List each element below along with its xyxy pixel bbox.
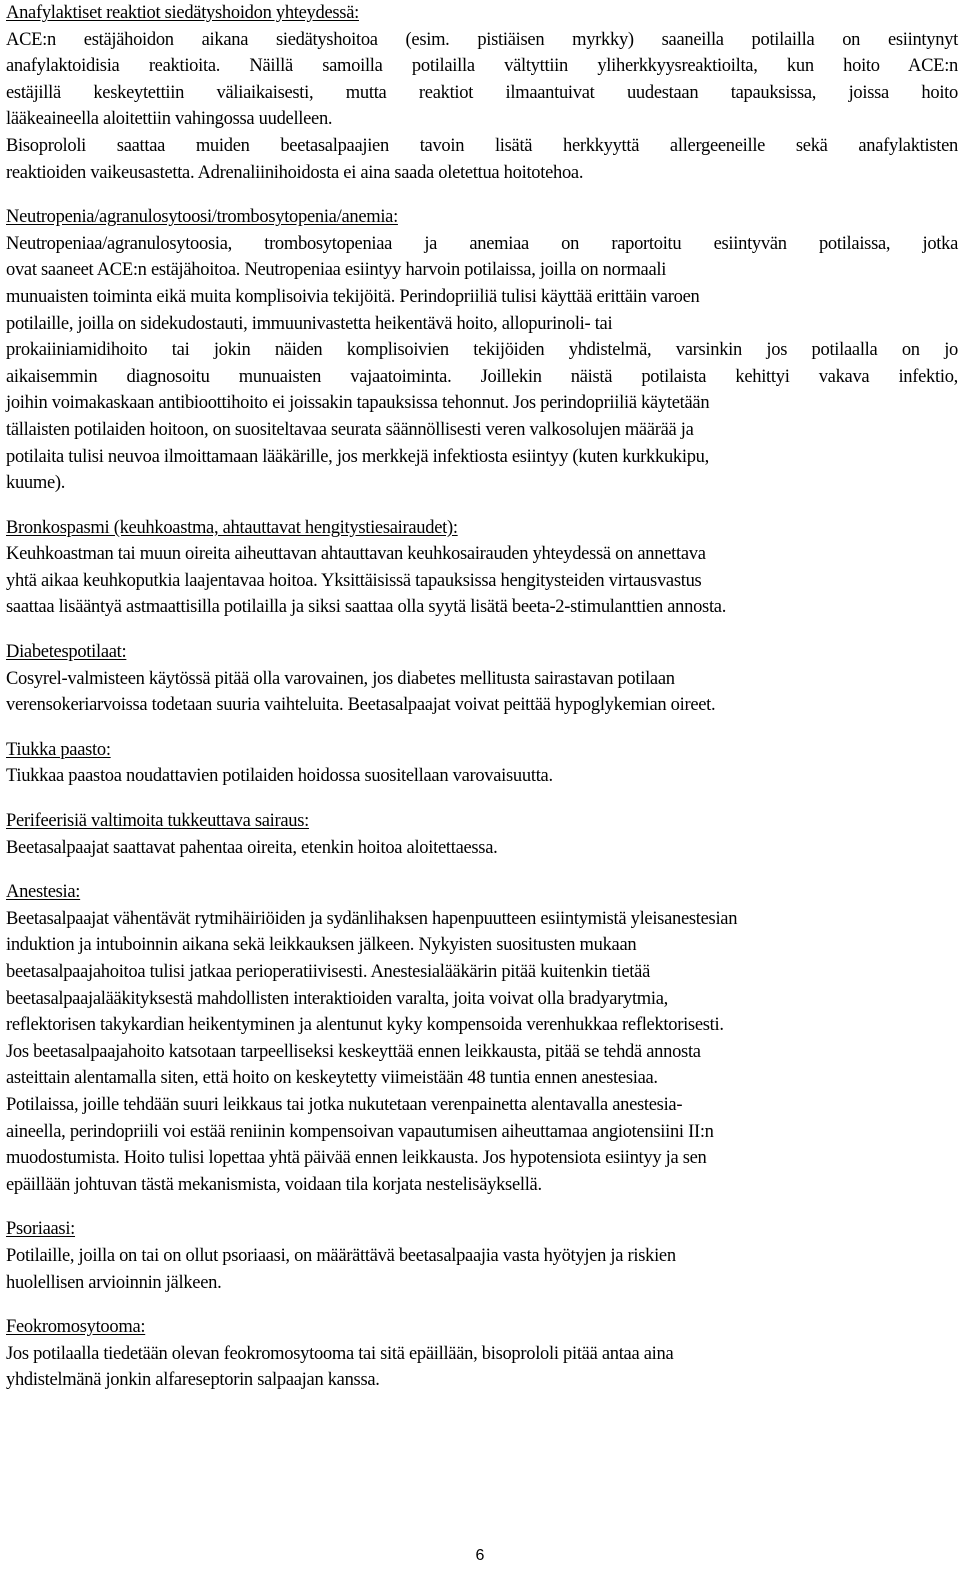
body-line: joihin voimakaskaan antibioottihoito ei joissakin tapauksissa tehonnut. Jos perindopriiliä käytetään: [6, 392, 710, 414]
section-neutropenia: [6, 204, 958, 497]
body-line: potilaille, joilla on sidekudostauti, immuunivastetta heikentävä hoito, allopurinoli- tai: [6, 312, 613, 334]
page-number: 6: [475, 1547, 485, 1564]
body-line: reaktioiden vaikeusastetta. Adrenaliinihoidosta ei aina saada oletettua hoitotehoa.: [6, 161, 584, 183]
section-heading: Anestesia:: [6, 881, 81, 903]
body-line: beetasalpaajahoitoa tulisi jatkaa perioperatiivisesti. Anestesialääkärin pitää kuitenkin tietää: [6, 961, 650, 982]
body-line: ACE:n estäjähoidon aikana siedätyshoitoa (esim. pistiäisen myrkky) saaneilla potilailla on esiintynyt: [6, 28, 958, 50]
body-line: epäillään johtuvan tästä mekanismista, voidaan tila korjata nestelisäyksellä.: [6, 1173, 542, 1195]
body-line: lääkeaineella aloitettiin vahingossa uudelleen.: [6, 108, 333, 130]
body-line: Keuhkoastman tai muun oireita aiheuttavan ahtauttavan keuhkosairauden yhteydessä on annettava: [6, 543, 706, 565]
body-line: tällaisten potilaiden hoitoon, on suositeltavaa seurata säännöllisesti veren valkosolujen määrää ja: [6, 418, 694, 440]
section-body: [6, 1243, 958, 1296]
body-line: Jos beetasalpaajahoito katsotaan tarpeelliseksi keskeyttää ennen leikkausta, pitää se tehdä annosta: [6, 1040, 701, 1062]
body-line: ovat saaneet ACE:n estäjähoitoa. Neutropeniaa esiintyy harvoin potilaissa, joilla on normaali: [6, 259, 667, 281]
body-line: induktion ja intuboinnin aikana sekä leikkauksen jälkeen. Nykyisten suositusten mukaan: [6, 934, 637, 956]
body-line: asteittain alentamalla siten, että hoito on keskeytetty viimeistään 48 tuntia ennen anestesiaa.: [6, 1067, 658, 1089]
body-line: Potilaissa, joille tehdään suuri leikkaus tai jotka nukutetaan verenpainetta alentavalla anestesia-: [6, 1093, 683, 1115]
body-line: prokaiiniamidihoito tai jokin näiden komplisoivien tekijöiden yhdistelmä, varsinkin jos potilaalla on jo: [6, 339, 958, 361]
section-body: [6, 541, 958, 621]
body-line: anafylaktoidisia reaktioita. Näillä samoilla potilailla vältyttiin yliherkkyysreaktioilta, kun hoito ACE:n: [6, 55, 958, 77]
body-line: Bisoprololi saattaa muiden beetasalpaajien tavoin lisätä herkkyyttä allergeeneille sekä anafylaktisten: [6, 134, 958, 156]
section-heading: Diabetespotilaat:: [6, 641, 127, 663]
section-anaesthesia: [6, 879, 958, 1198]
body-line: Jos potilaalla tiedetään olevan feokromosytooma tai sitä epäillään, bisoprololi pitää antaa aina: [6, 1342, 674, 1364]
section-heading: Anafylaktiset reaktiot siedätyshoidon yhteydessä:: [6, 2, 359, 23]
body-line: verensokeriarvoissa todetaan suuria vaihteluita. Beetasalpaajat voivat peittää hypoglykemian oireet.: [6, 694, 716, 716]
section-body: [6, 906, 958, 1199]
section-body: [6, 763, 958, 790]
body-line: kuume).: [6, 472, 66, 494]
body-line: muodostumista. Hoito tulisi lopettaa yhtä päivää ennen leikkausta. Jos hypotensiota esiintyy ja sen: [6, 1147, 707, 1169]
body-line: Cosyrel-valmisteen käytössä pitää olla varovainen, jos diabetes mellitusta sairastavan potilaan: [6, 667, 675, 689]
section-body: [6, 835, 958, 862]
body-line: Beetasalpaajat vähentävät rytmihäiriöiden ja sydänlihaksen hapenpuutteen esiintymistä yleisanestesian: [6, 907, 738, 929]
section-bronchospasm: [6, 515, 958, 621]
body-line: potilaita tulisi neuvoa ilmoittamaan lääkärille, jos merkkejä infektiosta esiintyy (kuten kurkkukipu,: [6, 445, 709, 467]
body-line: reflektorisen takykardian heikentyminen ja alentunut kyky kompensoida verenhukkaa reflektorisesti.: [6, 1014, 724, 1036]
section-body: [6, 27, 958, 187]
section-psoriasis: [6, 1216, 958, 1296]
section-pheochromocytoma: [6, 1314, 958, 1394]
body-line: Neutropeniaa/agranulosytoosia, trombosytopeniaa ja anemiaa on raportoitu esiintyvän potilaissa, jotka: [6, 232, 958, 254]
body-line: Beetasalpaajat saattavat pahentaa oireita, etenkin hoitoa aloitettaessa.: [6, 836, 498, 858]
section-heading: Psoriaasi:: [6, 1218, 76, 1240]
body-line: aineella, perindopriili voi estää reniinin kompensoivan vapautumisen aiheuttamaa angiotensiini II:n: [6, 1120, 714, 1142]
section-body: [6, 1341, 958, 1394]
section-body: [6, 231, 958, 497]
body-line: munuaisten toiminta eikä muita komplisoivia tekijöitä. Perindopriiliä tulisi käyttää erittäin varoen: [6, 285, 700, 307]
body-line: yhtä aikaa keuhkoputkia laajentavaa hoitoa. Yksittäisissä tapauksissa hengitysteiden virtausvastus: [6, 569, 702, 591]
section-anaphylactic-reactions: [6, 0, 958, 186]
section-strict-fasting: [6, 737, 958, 790]
section-peripheral-arterial-disease: [6, 808, 958, 861]
section-heading: Neutropenia/agranulosytoosi/trombosytopenia/anemia:: [6, 206, 398, 228]
document-page: [6, 0, 958, 1412]
section-heading: Bronkospasmi (keuhkoastma, ahtauttavat hengitystiesairaudet):: [6, 516, 458, 538]
section-body: [6, 666, 958, 719]
body-line: Tiukkaa paastoa noudattavien potilaiden hoidossa suositellaan varovaisuutta.: [6, 765, 553, 787]
section-heading: Perifeerisiä valtimoita tukkeuttava sairaus:: [6, 810, 310, 832]
section-diabetes: [6, 639, 958, 719]
body-line: Potilaille, joilla on tai on ollut psoriaasi, on määrättävä beetasalpaajia vasta hyötyjen ja riskien: [6, 1244, 676, 1266]
section-heading: Tiukka paasto:: [6, 738, 111, 760]
body-line: aikaisemmin diagnosoitu munuaisten vajaatoiminta. Joillekin näistä potilaista kehittyi vakava infektio,: [6, 365, 958, 387]
body-line: saattaa lisääntyä astmaattisilla potilailla ja siksi saattaa olla syytä lisätä beeta-2-stimulanttien annosta.: [6, 596, 727, 618]
body-line: huolellisen arvioinnin jälkeen.: [6, 1271, 222, 1293]
body-line: beetasalpaajalääkityksestä mahdollisten interaktioiden varalta, joita voivat olla bradyarytmia,: [6, 987, 668, 1009]
section-heading: Feokromosytooma:: [6, 1316, 146, 1338]
body-line: yhdistelmänä jonkin alfareseptorin salpaajan kanssa.: [6, 1369, 380, 1391]
body-line: estäjillä keskeytettiin väliaikaisesti, mutta reaktiot ilmaantuivat uudestaan tapauksissa, joissa hoito: [6, 81, 958, 103]
